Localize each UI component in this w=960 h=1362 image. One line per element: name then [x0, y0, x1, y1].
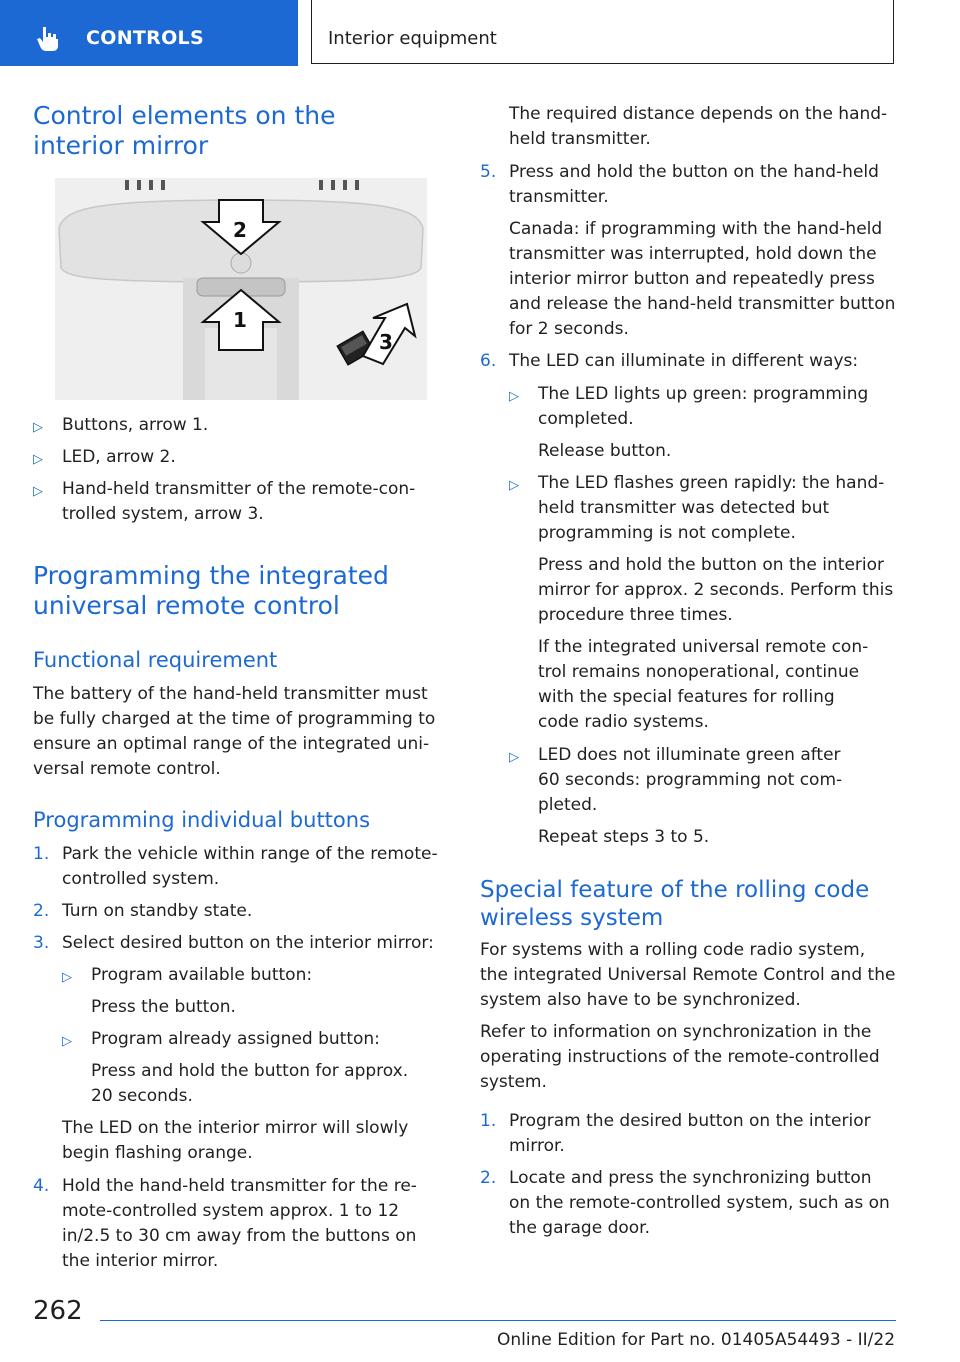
- bullet-text: LED does not illuminate green after 60 seconds: programming not completed.: [538, 745, 843, 815]
- step-number: 6.: [480, 351, 497, 371]
- heading-control-elements: Control elements on the interior mirror: [33, 101, 336, 160]
- bullet-detail: Release button.: [538, 441, 672, 461]
- bullet-text: The LED lights up green: programming completed.: [538, 384, 869, 429]
- heading-special-feature: Special feature of the rolling code wireless system: [480, 877, 870, 931]
- section-label: CONTROLS: [86, 27, 204, 49]
- list-item: [33, 413, 443, 438]
- step-text: The LED can illuminate in different ways:: [509, 351, 859, 371]
- page-header: [0, 0, 960, 66]
- list-item: [33, 899, 449, 924]
- step5-canada-note: Canada: if programming with the hand-held transmitter was interrupted, hold down the interior mirror button and repeatedly press and release the hand-held transmitter button for 2 seconds.: [509, 219, 896, 339]
- special-paragraph-1: For systems with a rolling code radio system, the integrated Universal Remote Control and the system also have to be synchronized.: [480, 940, 896, 1010]
- bullet-icon: ▷: [62, 970, 72, 985]
- functional-requirement-text: The battery of the hand-held transmitter must be fully charged at the time of programming to ensure an optimal range of the integrated universal remote control.: [33, 684, 436, 779]
- bullet-icon: ▷: [33, 484, 43, 499]
- mirror-figure: [55, 178, 427, 400]
- list-item: [33, 445, 443, 470]
- step-number: 5.: [480, 162, 497, 182]
- step-number: 3.: [33, 933, 50, 953]
- bullet-text: The LED flashes green rapidly: the hand-held transmitter was detected but programming is not complete.: [538, 473, 885, 543]
- list-item: [33, 477, 443, 527]
- figure-label-3: 3: [379, 330, 393, 354]
- bullet-text: Program available button:: [91, 965, 313, 985]
- step-text: Press and hold the button on the hand-held transmitter.: [509, 162, 879, 207]
- special-paragraph-2: Refer to information on synchronization in the operating instructions of the remote-controlled system.: [480, 1022, 880, 1092]
- bullet-detail: If the integrated universal remote control remains nonoperational, continue with the special features for rolling code radio systems.: [538, 637, 869, 732]
- hand-pointer-icon: [34, 24, 62, 52]
- page-number: 262: [33, 1296, 83, 1326]
- list-item: [33, 931, 449, 956]
- list-item: [509, 471, 899, 546]
- bullet-icon: ▷: [62, 1034, 72, 1049]
- step-number: 1.: [33, 844, 50, 864]
- step-number: 1.: [480, 1111, 497, 1131]
- step-number: 4.: [33, 1176, 50, 1196]
- list-item: [480, 1166, 900, 1241]
- list-item: [33, 1174, 449, 1274]
- heading-functional-requirement: Functional requirement: [33, 648, 278, 672]
- list-item: [509, 382, 899, 432]
- bullet-text: LED, arrow 2.: [62, 447, 176, 467]
- list-item: [62, 963, 442, 988]
- list-item: [33, 842, 449, 892]
- mirror-illustration: [55, 178, 427, 400]
- section-tab[interactable]: [0, 0, 298, 66]
- step-text: Locate and press the synchronizing button on the remote-controlled system, such as on the garage door.: [509, 1168, 890, 1238]
- step-number: 2.: [33, 901, 50, 921]
- bullet-icon: ▷: [509, 750, 519, 765]
- bullet-text: Buttons, arrow 1.: [62, 415, 209, 435]
- step-text: Turn on standby state.: [62, 901, 253, 921]
- bullet-icon: ▷: [33, 452, 43, 467]
- edition-text: Online Edition for Part no. 01405A54493 - II/22: [497, 1330, 896, 1350]
- figure-label-1: 1: [233, 308, 247, 332]
- bullet-detail: Repeat steps 3 to 5.: [538, 827, 710, 847]
- chapter-box: [311, 0, 894, 64]
- bullet-icon: ▷: [509, 389, 519, 404]
- list-item: [480, 1109, 900, 1159]
- chapter-title: Interior equipment: [328, 28, 497, 49]
- heading-programming-buttons: Programming individual buttons: [33, 808, 371, 832]
- bullet-icon: ▷: [509, 478, 519, 493]
- list-item: [480, 160, 900, 210]
- step-text: Program the desired button on the interior mirror.: [509, 1111, 871, 1156]
- step3-note: The LED on the interior mirror will slowly begin flashing orange.: [62, 1118, 409, 1163]
- list-item: [509, 743, 879, 818]
- bullet-icon: ▷: [33, 420, 43, 435]
- step4-continuation: The required distance depends on the hand-held transmitter.: [509, 104, 888, 149]
- bullet-text: Program already assigned button:: [91, 1029, 380, 1049]
- figure-label-2: 2: [233, 218, 247, 242]
- list-item: [62, 1027, 442, 1052]
- bullet-detail: Press and hold the button on the interior mirror for approx. 2 seconds. Perform this procedure three times.: [538, 555, 894, 625]
- heading-programming: Programming the integrated universal remote control: [33, 561, 389, 620]
- step-text: Park the vehicle within range of the remote-controlled system.: [62, 844, 438, 889]
- step-text: Select desired button on the interior mirror:: [62, 933, 434, 953]
- step-number: 2.: [480, 1168, 497, 1188]
- bullet-detail: Press and hold the button for approx. 20 seconds.: [91, 1061, 409, 1106]
- list-item: [480, 349, 900, 374]
- step-text: Hold the hand-held transmitter for the remote-controlled system approx. 1 to 12 in/2.5 to 30 cm away from the buttons on the interior mirror.: [62, 1176, 417, 1271]
- bullet-text: Hand-held transmitter of the remote-controlled system, arrow 3.: [62, 479, 416, 524]
- bullet-detail: Press the button.: [91, 997, 236, 1017]
- footer-divider: [100, 1320, 896, 1321]
